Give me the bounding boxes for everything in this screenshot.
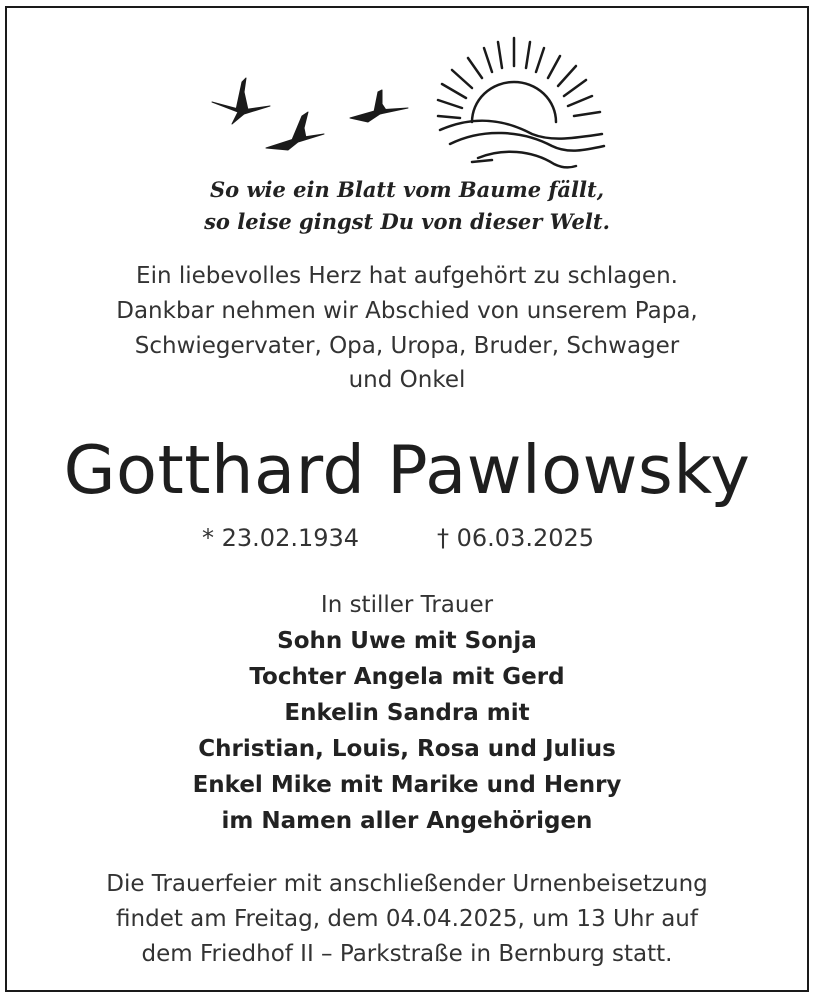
mourner-line: im Namen aller Angehörigen — [221, 808, 593, 834]
funeral-info-line-2: findet am Freitag, dem 04.04.2025, um 13 Uhr auf — [116, 906, 698, 932]
quote-line-1: So wie ein Blatt vom Baume fällt, — [209, 177, 605, 202]
life-dates — [7, 520, 807, 556]
flying-birds-icon — [212, 78, 408, 150]
mourner-line: Christian, Louis, Rosa und Julius — [198, 736, 616, 762]
mourner-line: Tochter Angela mit Gerd — [249, 664, 565, 690]
mourner-line: Enkelin Sandra mit — [284, 700, 530, 726]
intro-line-2: Dankbar nehmen wir Abschied von unserem Papa, — [116, 298, 698, 324]
deceased-name: Gotthard Pawlowsky — [63, 431, 751, 509]
mourner-line: Enkel Mike mit Marike und Henry — [192, 772, 622, 798]
intro-line-4: und Onkel — [348, 367, 466, 393]
funeral-info-line-1: Die Trauerfeier mit anschließender Urnenbeisetzung — [106, 871, 708, 897]
birds-and-sunset-illustration — [202, 30, 622, 180]
sunset-icon — [438, 38, 604, 167]
mourners-heading: In stiller Trauer — [320, 592, 494, 618]
mourner-line: Sohn Uwe mit Sonja — [277, 628, 537, 654]
quote-line-2: so leise gingst Du von dieser Welt. — [204, 209, 610, 234]
birth-date: * 23.02.1934 — [202, 524, 360, 552]
intro-line-3: Schwiegervater, Opa, Uropa, Bruder, Schwager — [134, 333, 680, 359]
intro-line-1: Ein liebevolles Herz hat aufgehört zu schlagen. — [136, 263, 678, 289]
funeral-info-line-3: dem Friedhof II – Parkstraße in Bernburg statt. — [141, 941, 673, 967]
obituary-card — [5, 6, 809, 992]
death-date: † 06.03.2025 — [437, 524, 595, 552]
